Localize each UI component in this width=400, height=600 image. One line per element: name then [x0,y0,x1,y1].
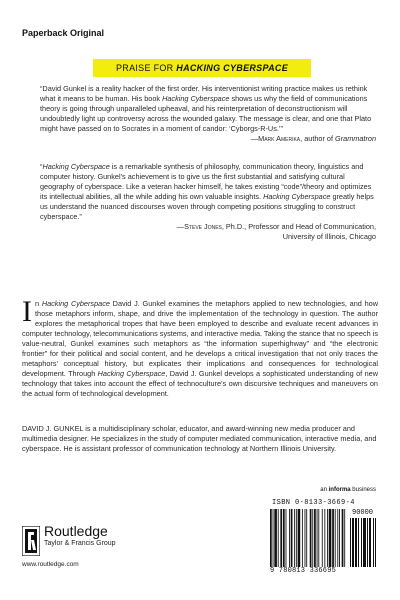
barcode-bar [312,509,313,567]
barcode-bar [280,509,282,567]
isbn-text: ISBN 0-8133-3669-4 [272,499,355,507]
barcode-bar [318,509,319,567]
barcode-bar [294,509,295,567]
blurb-quote-1 [40,84,376,144]
barcode-bar [350,518,351,567]
blurb-quote-2-text: “Hacking Cyberspace is a remarkable synthesis of philosophy, communication theory, linguistics and computer history. Gunkel’s achievement is to give us the first substantial and satisfying cultural geography of cyberspace. Like a veteran hacker himself, he takes existing “code”/theory and optimizes its intellectual abilities, all the while adding his own valuable insights. Hacking Cyberspace greatly helps us understand the nuanced discourses woven through competing positions struggling to construct cyberspace.” [40,162,374,221]
book-description: In Hacking Cyberspace David J. Gunkel examines the metaphors applied to new technologies, and how those metaphors inform, shape, and drive the implementation of the technology in question. The author explores the metaphorical tropes that have been employed to describe and evaluate recent advances in computer technology, telecommunications systems, and interactive media. Taking the stance that no speech is value-neutral, Gunkel examines such metaphors as “the information superhighway” and “the electronic frontier” for their political and social content, and he develops a critical investigation that not only traces the metaphors’ conceptual history, but explicates their implications and consequences for technological development. Through Hacking Cyberspace, David J. Gunkel develops a sophisticated understanding of new technology that takes into account the effect of technoculture’s own discursive techniques and maneuvers on the actual form of technological development. [22,295,378,398]
praise-prefix: PRAISE FOR [115,63,177,73]
barcode-bar [335,509,336,567]
blurb-quote-2 [40,162,376,242]
barcode-bars [270,509,346,567]
barcode-bar [291,509,293,567]
barcode-bar [355,518,357,567]
barcode-bar [310,509,312,567]
barcode-bar [298,509,301,567]
barcode-bar [375,518,376,567]
barcode-bar [317,509,318,567]
publisher-url[interactable]: www.routledge.com [22,561,79,568]
barcode-bar [302,509,303,567]
barcode-bar [361,518,362,567]
barcode-bar [373,518,374,567]
barcode-bar [324,509,325,567]
publisher-name: Routledge [44,523,108,539]
barcode-bar [286,509,287,567]
barcode-bar [332,509,334,567]
barcode-bar [327,509,328,567]
author-bio: DAVID J. GUNKEL is a multidisciplinary scholar, educator, and award-winning new media producer and multimedia designer. He specializes in the study of computer mediated communication, interactive media, and cyberspace. He is assistant professor of communication technology at Northern Illinois University. [22,424,377,453]
barcode-bar [283,509,285,567]
ean-number: 9 780813 336695 [270,567,337,575]
barcode-bar [344,509,345,567]
barcode-bar [367,518,368,567]
price-addon-number: 90000 [352,509,374,517]
publisher-group: Taylor & Francis Group [44,540,116,547]
informa-tagline: an informa business [320,487,376,493]
blurb-quote-2-attribution: —Steve Jones, Ph.D., Professor and Head of Communication, [176,222,376,231]
blurb-quote-1-attribution: —Mark Amerika, author of Grammatron [250,134,376,143]
barcode-bar [342,509,344,567]
drop-cap: I [22,295,32,328]
barcode-bar [278,509,279,567]
price-addon-bars [350,518,378,567]
blurb-quote-1-text: “David Gunkel is a reality hacker of the first order. His interventionist writing practice makes us rethink what it means to be human. His book Hacking Cyberspace shows us why the field of communications theory is going through unparalleled upheaval, and his reinterpretation of deconstructionism will undoubtedly light up controversy across the wounded galaxy. The message is clear, and one that Plato might have passed on to Socrates in a moment of candor: ‘Cyborgs-R-Us.’” [40,84,372,133]
edition-label: Paperback Original [22,28,105,38]
barcode-bar [270,509,272,567]
barcode-bar [329,509,332,567]
praise-title: HACKING CYBERSPACE [176,63,289,73]
praise-banner [93,59,311,77]
barcode-bar [274,509,277,567]
barcode-bar [322,509,323,567]
barcode-bar [363,518,366,567]
barcode-bar [369,518,371,567]
barcode-bar [358,518,359,567]
barcode-bar [339,509,340,567]
routledge-logo-icon [22,526,40,556]
author-name: DAVID J. GUNKEL [22,424,84,433]
barcode-bar [289,509,290,567]
blurb-quote-2-affiliation: University of Illinois, Chicago [282,232,376,241]
barcode-bar [352,518,354,567]
barcode-bar [296,509,297,567]
barcode-bar [273,509,274,567]
barcode-bar [306,509,307,567]
barcode-bar [337,509,338,567]
barcode-bar [314,509,316,567]
isbn-barcode [270,499,378,579]
barcode-bar [305,509,306,567]
